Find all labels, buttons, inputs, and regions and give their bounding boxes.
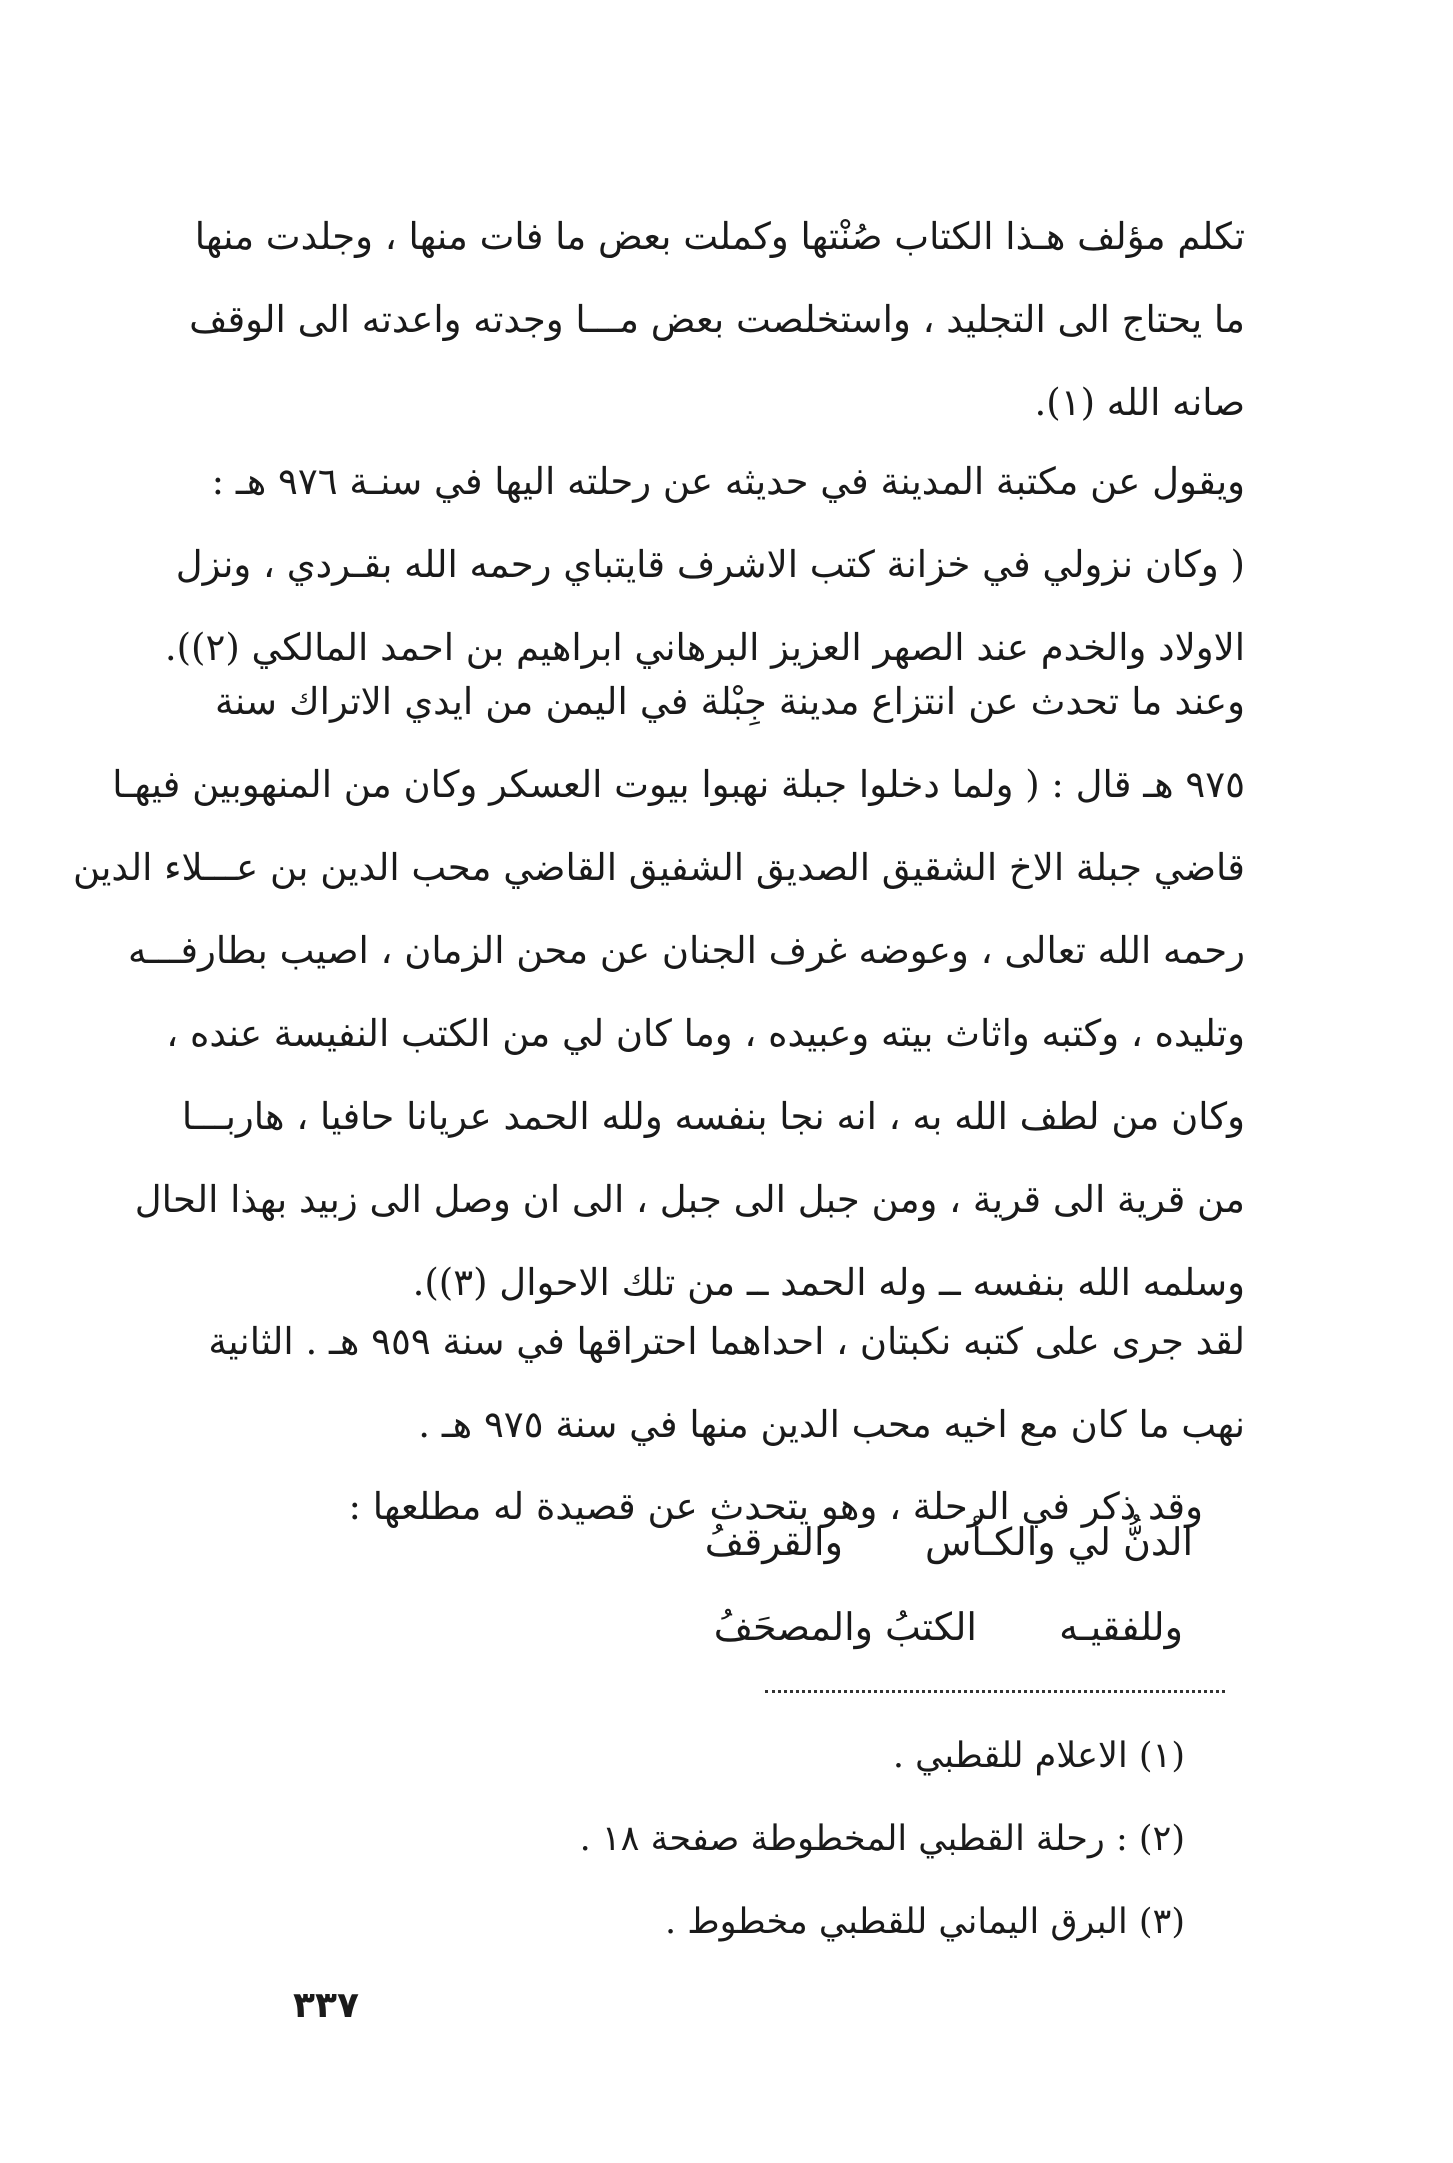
verse-second-hemistich: الكتبُ والمصحَفُ xyxy=(713,1605,977,1649)
text-line: من قرية الى قرية ، ومن جبل الى جبل ، الى ان وصل الى زبيد بهذا الحال xyxy=(134,1178,1245,1221)
text-line: وكان من لطف الله به ، انه نجا بنفسه ولله الحمد عريانا حافيا ، هاربـــا xyxy=(181,1095,1245,1138)
footnote-divider xyxy=(765,1690,1225,1693)
text-line: وتليده ، وكتبه واثاث بيته وعبيده ، وما كان لي من الكتب النفيسة عنده ، xyxy=(166,1012,1245,1055)
text-line: رحمه الله تعالى ، وعوضه غرف الجنان عن محن الزمان ، اصيب بطارفـــه xyxy=(127,929,1245,972)
text-line: تكلم مؤلف هـذا الكتاب صُنْتها وكملت بعض ما فات منها ، وجلدت منها xyxy=(194,215,1245,258)
verse-first-hemistich: الدنُّ لي والكـأس xyxy=(925,1520,1193,1564)
footnote-3: (٣) البرق اليماني للقطبي مخطوط . xyxy=(665,1902,1185,1942)
paragraph-3 xyxy=(72,660,1245,1324)
poem-verse-2 xyxy=(714,1605,1183,1649)
text-line: وقد ذكر في الرحلة ، وهو يتحدث عن قصيدة له مطلعها : xyxy=(348,1485,1203,1528)
paragraph-4 xyxy=(208,1300,1245,1466)
text-line: وسلمه الله بنفسه ــ وله الحمد ــ من تلك الاحوال (٣)). xyxy=(412,1261,1245,1304)
text-line: ويقول عن مكتبة المدينة في حديثه عن رحلته اليها في سنـة ٩٧٦ هـ : xyxy=(211,460,1245,503)
text-line: قاضي جبلة الاخ الشقيق الصديق الشفيق القاضي محب الدين بن عـــلاء الدين xyxy=(72,846,1245,889)
verse-first-hemistich: وللفقيـه xyxy=(1059,1605,1183,1649)
footnote-2: (٢) : رحلة القطبي المخطوطة صفحة ١٨ . xyxy=(579,1819,1185,1859)
text-line: صانه الله (١). xyxy=(1034,381,1245,424)
text-line: ( وكان نزولي في خزانة كتب الاشرف قايتباي رحمه الله بقـردي ، ونزل xyxy=(175,543,1245,586)
poem-verse-1 xyxy=(705,1520,1193,1564)
paragraph-2 xyxy=(164,440,1245,689)
footnotes xyxy=(285,1715,1185,1964)
text-line: وعند ما تحدث عن انتزاع مدينة جِبْلة في اليمن من ايدي الاتراك سنة xyxy=(215,680,1245,723)
footnote-1: (١) الاعلام للقطبي . xyxy=(892,1736,1185,1776)
page-number: ٣٣٧ xyxy=(293,1985,359,2026)
paragraph-1 xyxy=(189,195,1245,444)
text-line: نهب ما كان مع اخيه محب الدين منها في سنة ٩٧٥ هـ . xyxy=(418,1403,1245,1446)
text-line: ما يحتاج الى التجليد ، واستخلصت بعض مـــا وجدته واعدته الى الوقف xyxy=(189,298,1245,341)
text-line: الاولاد والخدم عند الصهر العزيز البرهاني ابراهيم بن احمد المالكي (٢)). xyxy=(164,626,1245,669)
verse-second-hemistich: والقرقفُ xyxy=(704,1520,843,1564)
text-line: لقد جرى على كتبه نكبتان ، احداهما احتراقها في سنة ٩٥٩ هـ . الثانية xyxy=(208,1320,1245,1363)
text-line: ٩٧٥ هـ قال : ( ولما دخلوا جبلة نهبوا بيوت العسكر وكان من المنهوبين فيهـا xyxy=(112,763,1245,806)
